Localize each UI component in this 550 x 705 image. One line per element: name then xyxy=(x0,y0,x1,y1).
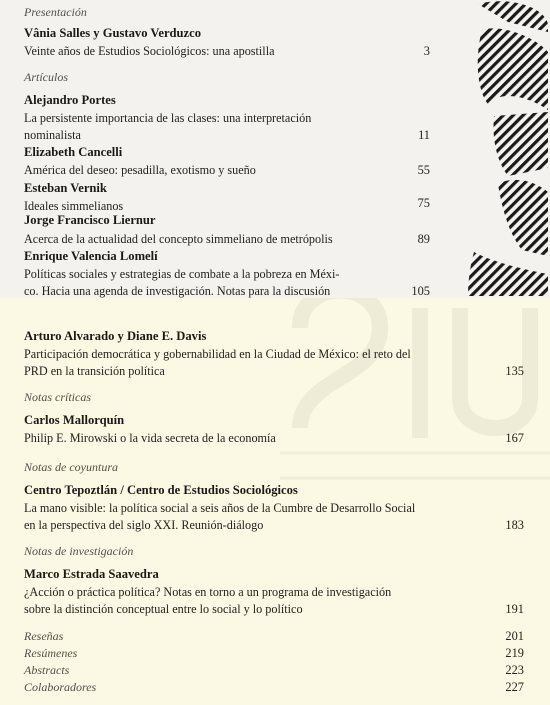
faded-cover-graphic xyxy=(280,298,550,488)
entry-title-line-1: Participación democrática y gobernabilidad en la Ciudad de México: el reto del xyxy=(24,347,411,361)
section-heading-notas-investigacion: Notas de investigación xyxy=(24,544,134,558)
entry-author: Vânia Salles y Gustavo Verduzco xyxy=(24,26,202,40)
entry-author: Marco Estrada Saavedra xyxy=(24,567,159,581)
entry-title-line-1: La mano visible: la política social a seis años de la Cumbre de Desarrollo Social xyxy=(24,501,416,515)
entry-title-line-2: sobre la distinción conceptual entre lo social y lo político xyxy=(24,602,303,616)
entry-author: Elizabeth Cancelli xyxy=(24,145,123,159)
section-heading-notas-coyuntura: Notas de coyuntura xyxy=(24,460,118,474)
striped-logo-graphic xyxy=(448,0,550,298)
entry-title: Ideales simmelianos xyxy=(24,199,124,213)
entry-page-number: 219 xyxy=(505,646,524,660)
toc-lower-panel xyxy=(0,298,550,705)
section-heading-abstracts: Abstracts xyxy=(24,663,70,677)
section-heading-resumenes: Resúmenes xyxy=(24,646,78,660)
entry-page-number: 3 xyxy=(423,44,430,58)
section-heading-articulos: Artículos xyxy=(24,70,68,84)
entry-author: Jorge Francisco Liernur xyxy=(24,213,156,227)
entry-title: Philip E. Mirowski o la vida secreta de la economía xyxy=(24,431,276,445)
entry-title-line-2: PRD en la transición política xyxy=(24,364,165,378)
entry-author: Alejandro Portes xyxy=(24,93,116,107)
entry-author: Carlos Mallorquín xyxy=(24,413,125,427)
toc-upper-panel xyxy=(0,0,550,298)
section-heading-presentacion: Presentación xyxy=(24,5,87,19)
entry-author: Centro Tepoztlán / Centro de Estudios Sociológicos xyxy=(24,483,298,497)
entry-title-line-1: Políticas sociales y estrategias de combate a la pobreza en Méxi- xyxy=(24,267,340,281)
entry-title-line-1: La persistente importancia de las clases: una interpretación xyxy=(24,111,312,125)
entry-page-number: 183 xyxy=(505,518,524,532)
section-heading-colaboradores: Colaboradores xyxy=(24,680,97,694)
section-heading-resenas: Reseñas xyxy=(24,629,64,643)
entry-title-line-2: nominalista xyxy=(24,128,81,142)
entry-page-number: 201 xyxy=(505,629,524,643)
entry-title: Veinte años de Estudios Sociológicos: una apostilla xyxy=(24,44,275,58)
entry-page-number: 105 xyxy=(411,284,430,298)
entry-page-number: 191 xyxy=(505,602,524,616)
entry-title: Acerca de la actualidad del concepto simmeliano de metrópolis xyxy=(24,232,333,246)
entry-page-number: 11 xyxy=(418,128,430,142)
entry-title-line-2: co. Hacia una agenda de investigación. Notas para la discusión xyxy=(24,284,331,298)
entry-author: Arturo Alvarado y Diane E. Davis xyxy=(24,329,207,343)
entry-title-line-1: ¿Acción o práctica política? Notas en torno a un programa de investigación xyxy=(24,585,392,599)
entry-page-number: 75 xyxy=(417,196,430,210)
section-heading-notas-criticas: Notas críticas xyxy=(24,390,92,404)
entry-title-line-2: en la perspectiva del siglo XXI. Reunión-diálogo xyxy=(24,518,264,532)
entry-page-number: 227 xyxy=(505,680,524,694)
entry-page-number: 223 xyxy=(505,663,524,677)
entry-author: Enrique Valencia Lomelí xyxy=(24,249,158,263)
entry-title: América del deseo: pesadilla, exotismo y sueño xyxy=(24,163,256,177)
entry-page-number: 55 xyxy=(417,163,430,177)
entry-page-number: 89 xyxy=(417,232,430,246)
entry-page-number: 135 xyxy=(505,364,524,378)
entry-author: Esteban Vernik xyxy=(24,181,107,195)
entry-page-number: 167 xyxy=(505,431,524,445)
